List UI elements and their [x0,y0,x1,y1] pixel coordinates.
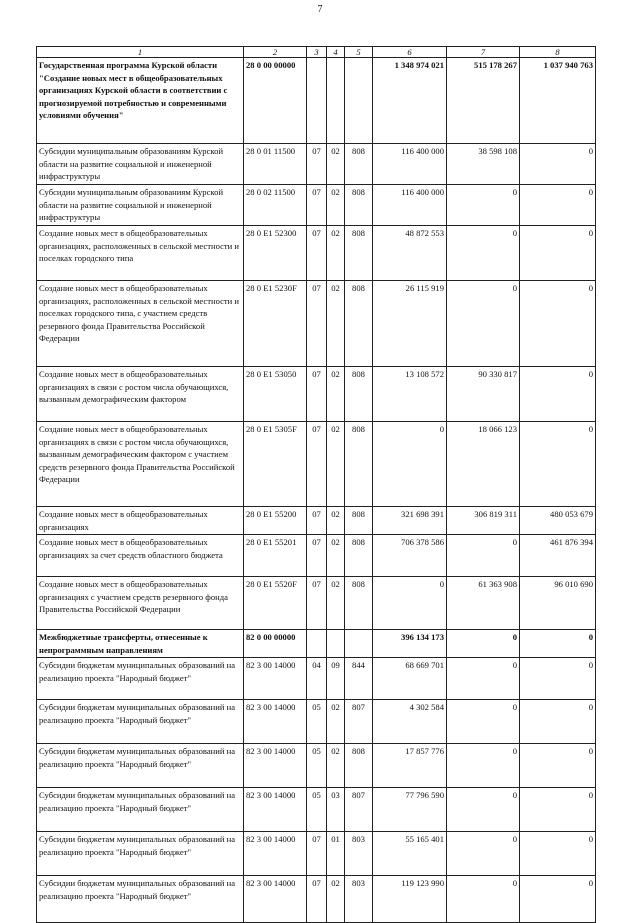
row-value-col7: 0 [447,700,520,744]
row-code: 28 0 E1 55200 [244,507,307,535]
row-expense-type [345,58,373,144]
row-section: 05 [307,788,327,832]
row-code: 82 3 00 14000 [244,700,307,744]
row-value-col6: 17 857 776 [373,744,447,788]
row-value-col6: 26 115 919 [373,281,447,367]
row-subsection: 01 [327,832,345,876]
row-value-col8: 0 [520,700,596,744]
row-value-col6: 77 796 590 [373,788,447,832]
row-value-col7: 0 [447,788,520,832]
row-name: Создание новых мест в общеобразовательных организациях, расположенных в сельской местности и поселках городского типа, с участием средств резервного фонда Правительства Российской Федерации [37,281,244,367]
row-expense-type: 808 [345,577,373,630]
row-section: 07 [307,876,327,923]
row-value-col8: 0 [520,281,596,367]
row-subsection: 02 [327,700,345,744]
header-row [37,47,596,58]
row-value-col6: 321 698 391 [373,507,447,535]
row-section: 07 [307,832,327,876]
row-value-col6: 1 348 974 021 [373,58,447,144]
row-value-col7: 61 363 908 [447,577,520,630]
row-name: Субсидии муниципальным образованиям Курской области на развитие социальной и инженерной инфраструктуры [37,185,244,226]
row-expense-type: 807 [345,700,373,744]
row-subsection [327,58,345,144]
row-value-col8: 96 010 690 [520,577,596,630]
row-name: Создание новых мест в общеобразовательных организациях в связи с ростом числа обучающихся, вызванным демографическим фактором [37,367,244,422]
row-expense-type: 808 [345,281,373,367]
row-value-col6: 119 123 990 [373,876,447,923]
row-subsection: 02 [327,876,345,923]
row-value-col8: 0 [520,788,596,832]
row-section: 07 [307,422,327,507]
row-value-col8: 0 [520,630,596,658]
table-row [37,630,596,658]
row-value-col7: 306 819 311 [447,507,520,535]
row-expense-type: 807 [345,788,373,832]
row-code: 28 0 00 00000 [244,58,307,144]
row-subsection: 02 [327,535,345,577]
row-value-col7: 515 178 267 [447,58,520,144]
row-value-col6: 396 134 173 [373,630,447,658]
row-name: Создание новых мест в общеобразовательных организациях в связи с ростом числа обучающихся, вызванным демографическим фактором с участием средств резервного фонда Правительства Российской Федерации [37,422,244,507]
row-code: 28 0 E1 5520F [244,577,307,630]
row-section: 07 [307,144,327,185]
row-expense-type: 803 [345,876,373,923]
row-code: 28 0 E1 5230F [244,281,307,367]
row-value-col7: 0 [447,658,520,700]
row-value-col7: 38 598 108 [447,144,520,185]
row-section: 05 [307,744,327,788]
table-row [37,367,596,422]
row-value-col6: 13 108 572 [373,367,447,422]
row-code: 28 0 E1 52300 [244,226,307,281]
row-value-col6: 706 378 586 [373,535,447,577]
row-section [307,630,327,658]
row-value-col6: 55 165 401 [373,832,447,876]
row-expense-type: 808 [345,744,373,788]
row-section [307,58,327,144]
row-subsection: 02 [327,422,345,507]
row-code: 28 0 01 11500 [244,144,307,185]
row-name: Создание новых мест в общеобразовательных организациях [37,507,244,535]
row-name: Создание новых мест в общеобразовательных организациях, расположенных в сельской местности и поселках городского типа [37,226,244,281]
row-name: Субсидии бюджетам муниципальных образований на реализацию проекта "Народный бюджет" [37,832,244,876]
header-cell-6: 6 [373,47,447,58]
row-subsection: 02 [327,281,345,367]
table-body [37,47,596,923]
table-row [37,507,596,535]
row-subsection: 02 [327,577,345,630]
row-subsection: 02 [327,507,345,535]
row-value-col6: 0 [373,422,447,507]
row-value-col6: 4 302 584 [373,700,447,744]
row-name: Государственная программа Курской области "Создание новых мест в общеобразовательных организациях Курской области в соответствии с прогнозируемой потребностью и современными условиями обучения" [37,58,244,144]
row-value-col6: 48 872 553 [373,226,447,281]
table-row [37,144,596,185]
budget-table [36,46,596,923]
row-value-col7: 0 [447,185,520,226]
row-subsection: 02 [327,744,345,788]
row-value-col6: 116 400 000 [373,144,447,185]
table-row [37,788,596,832]
row-section: 07 [307,577,327,630]
row-name: Субсидии бюджетам муниципальных образований на реализацию проекта "Народный бюджет" [37,788,244,832]
row-expense-type: 808 [345,185,373,226]
table-row [37,658,596,700]
row-code: 82 3 00 14000 [244,788,307,832]
row-code: 28 0 E1 53050 [244,367,307,422]
row-subsection: 02 [327,144,345,185]
row-name: Субсидии муниципальным образованиям Курской области на развитие социальной и инженерной инфраструктуры [37,144,244,185]
table-row [37,744,596,788]
row-value-col7: 18 066 123 [447,422,520,507]
row-subsection: 02 [327,367,345,422]
row-code: 82 0 00 00000 [244,630,307,658]
row-name: Создание новых мест в общеобразовательных организациях за счет средств областного бюджета [37,535,244,577]
row-name: Создание новых мест в общеобразовательных организациях с участием средств резервного фонда Правительства Российской Федерации [37,577,244,630]
row-value-col8: 0 [520,744,596,788]
row-value-col8: 0 [520,144,596,185]
row-value-col7: 0 [447,832,520,876]
row-value-col7: 0 [447,876,520,923]
row-value-col6: 0 [373,577,447,630]
row-expense-type: 803 [345,832,373,876]
row-expense-type: 808 [345,226,373,281]
row-expense-type [345,630,373,658]
row-expense-type: 808 [345,507,373,535]
header-cell-2: 2 [244,47,307,58]
table-row [37,58,596,144]
row-value-col7: 0 [447,744,520,788]
row-section: 07 [307,185,327,226]
table-row [37,876,596,923]
row-name: Субсидии бюджетам муниципальных образований на реализацию проекта "Народный бюджет" [37,658,244,700]
table-row [37,422,596,507]
table-row [37,226,596,281]
table-row [37,535,596,577]
row-section: 07 [307,507,327,535]
row-code: 82 3 00 14000 [244,658,307,700]
row-name: Межбюджетные трансферты, отнесенные к непрограммным направлениям [37,630,244,658]
header-cell-5: 5 [345,47,373,58]
row-value-col8: 0 [520,658,596,700]
row-value-col8: 0 [520,367,596,422]
row-section: 07 [307,226,327,281]
row-subsection: 03 [327,788,345,832]
header-cell-7: 7 [447,47,520,58]
table-row [37,577,596,630]
row-subsection: 02 [327,185,345,226]
row-expense-type: 808 [345,422,373,507]
row-code: 28 0 02 11500 [244,185,307,226]
row-code: 82 3 00 14000 [244,744,307,788]
row-code: 82 3 00 14000 [244,876,307,923]
row-name: Субсидии бюджетам муниципальных образований на реализацию проекта "Народный бюджет" [37,700,244,744]
row-subsection [327,630,345,658]
row-expense-type: 808 [345,144,373,185]
row-value-col8: 0 [520,185,596,226]
row-expense-type: 808 [345,367,373,422]
row-value-col7: 0 [447,535,520,577]
page-number: 7 [317,4,323,15]
row-value-col8: 461 876 394 [520,535,596,577]
row-code: 28 0 E1 5305F [244,422,307,507]
row-value-col6: 116 400 000 [373,185,447,226]
row-value-col7: 90 330 817 [447,367,520,422]
table-row [37,700,596,744]
row-value-col8: 0 [520,422,596,507]
row-subsection: 02 [327,226,345,281]
row-code: 28 0 E1 55201 [244,535,307,577]
row-section: 07 [307,367,327,422]
row-subsection: 09 [327,658,345,700]
row-section: 07 [307,281,327,367]
header-cell-3: 3 [307,47,327,58]
row-expense-type: 844 [345,658,373,700]
row-name: Субсидии бюджетам муниципальных образований на реализацию проекта "Народный бюджет" [37,876,244,923]
row-name: Субсидии бюджетам муниципальных образований на реализацию проекта "Народный бюджет" [37,744,244,788]
row-value-col6: 68 669 701 [373,658,447,700]
row-value-col8: 1 037 940 763 [520,58,596,144]
row-value-col7: 0 [447,630,520,658]
table-row [37,281,596,367]
row-section: 04 [307,658,327,700]
row-section: 05 [307,700,327,744]
row-expense-type: 808 [345,535,373,577]
row-section: 07 [307,535,327,577]
header-cell-8: 8 [520,47,596,58]
row-code: 82 3 00 14000 [244,832,307,876]
row-value-col8: 0 [520,226,596,281]
row-value-col7: 0 [447,281,520,367]
header-cell-4: 4 [327,47,345,58]
row-value-col7: 0 [447,226,520,281]
row-value-col8: 0 [520,876,596,923]
row-value-col8: 480 053 679 [520,507,596,535]
row-value-col8: 0 [520,832,596,876]
header-cell-1: 1 [37,47,244,58]
table-row [37,832,596,876]
table-row [37,185,596,226]
